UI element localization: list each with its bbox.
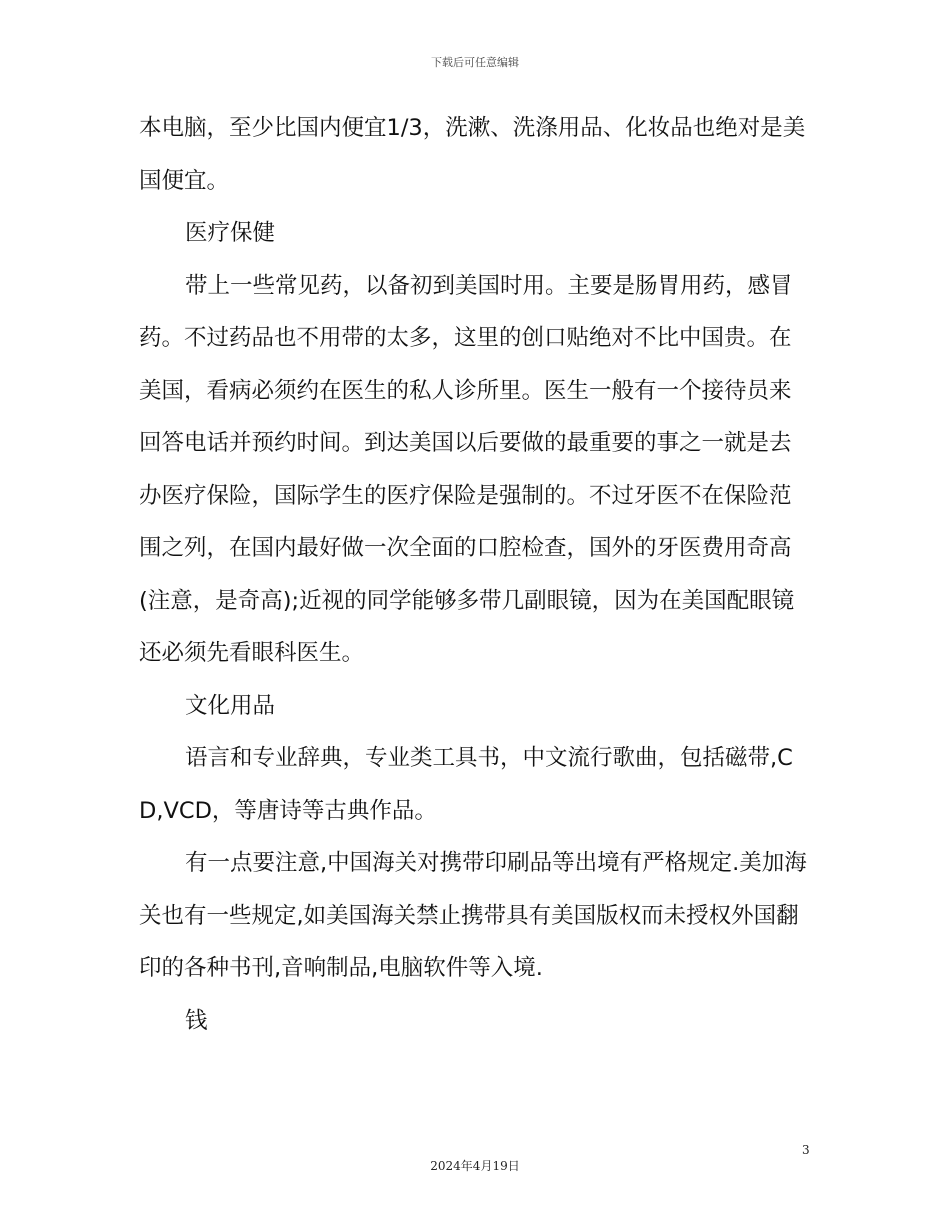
paragraph-customs-note: 有一点要注意,中国海关对携带印刷品等出境有严格规定.美加海关也有一些规定,如美国海关禁止携带具有美国版权而未授权外国翻印的各种书刊,音响制品,电脑软件等入境. — [139, 850, 807, 981]
footer-date: 2024年4月19日 — [430, 1159, 520, 1173]
heading-money: 钱 — [185, 1007, 208, 1034]
paragraph-medical-care: 带上一些常见药，以备初到美国时用。主要是肠胃用药，感冒药。不过药品也不用带的太多，这里的创口贴绝对不比中国贵。在美国，看病必须约在医生的私人诊所里。医生一般有一个接待员来回答电话并预约时间。到达美国以后要做的最重要的事之一就是去办医疗保险，国际学生的医疗保险是强制的。不过牙医不在保险范围之列，在国内最好做一次全面的口腔检查，国外的牙医费用奇高(注意，是奇高);近视的同学能够多带几副眼镜，因为在美国配眼镜还必须先看眼科医生。 — [139, 272, 795, 666]
page-header: 下载后可任意编辑 — [431, 56, 519, 69]
paragraph-cultural-supplies: 语言和专业辞典，专业类工具书，中文流行歌曲，包括磁带,CD,VCD，等唐诗等古典作品。 — [139, 745, 793, 824]
page-number: 3 — [802, 1143, 810, 1157]
paragraph-continuation: 本电脑，至少比国内便宜1/3，洗漱、洗涤用品、化妆品也绝对是美国便宜。 — [139, 115, 806, 194]
heading-cultural-supplies: 文化用品 — [185, 692, 276, 719]
heading-medical-care: 医疗保健 — [185, 220, 276, 246]
document-body — [139, 102, 811, 1047]
